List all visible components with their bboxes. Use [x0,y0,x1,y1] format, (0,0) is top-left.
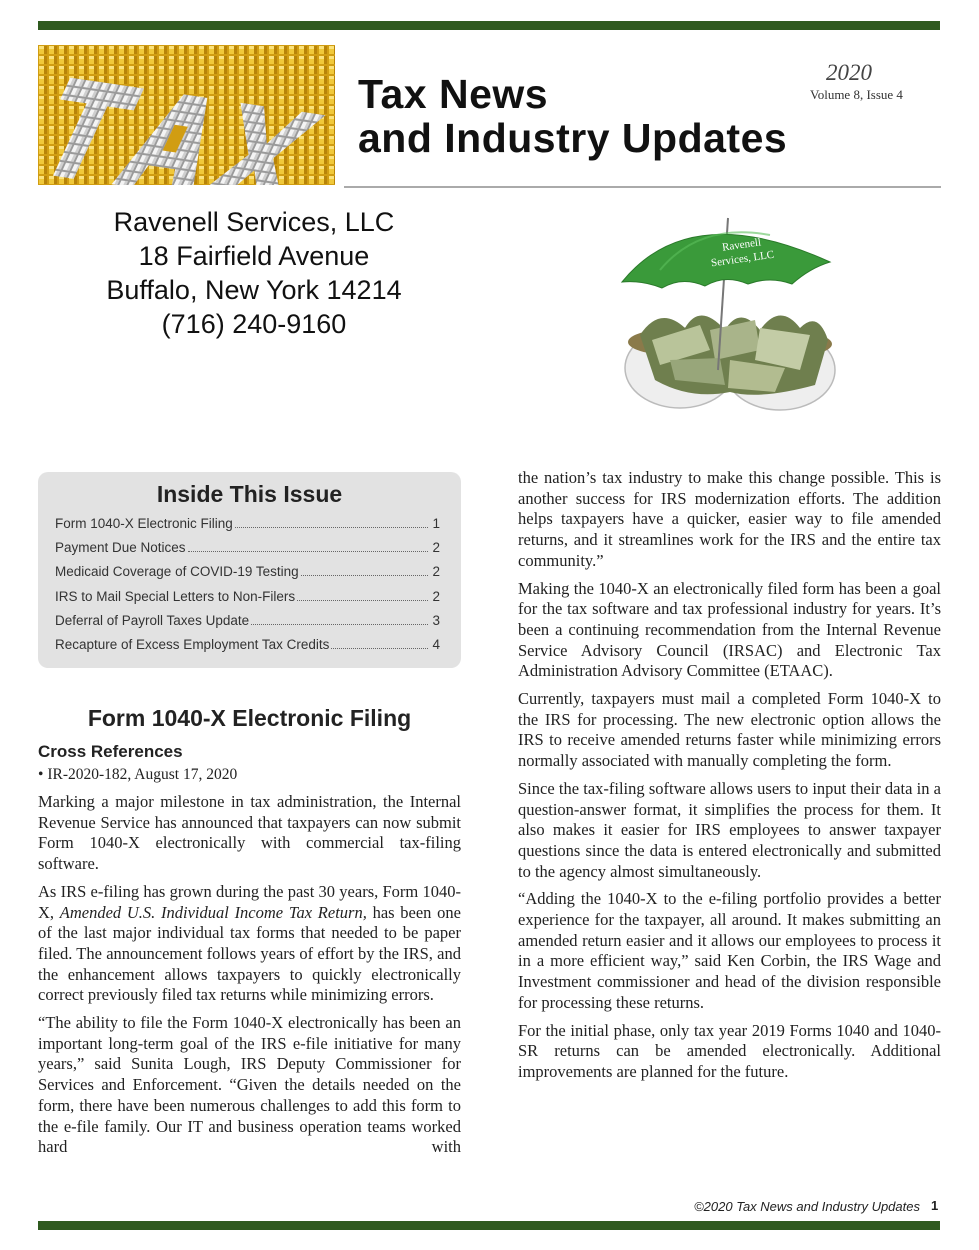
article-column-right [518,468,941,1090]
top-green-bar [38,21,940,30]
article-paragraph: “Adding the 1040-X to the e-filing portfolio provides a better experience for the taxpayer, all around. It makes submitting an amended return easier and it allows our employees to process it in a more efficient way,” said Ken Corbin, the IRS Wage and Investment commissioner and head of the division responsible for processing these returns. [518,889,941,1012]
cross-reference-text: IR-2020-182, August 17, 2020 [47,766,238,783]
toc-item-page: 4 [432,636,440,652]
money-bundle-graphic [640,315,828,394]
article-paragraph: Since the tax-filing software allows users to input their data in a question-answer format, it simplifies the process for them. It also makes it easier for IRS employees to answer taxpayer questions since the data is entered electronically and submitted to the agency almost simultaneously. [518,778,941,881]
toc-item-page: 2 [432,564,440,580]
tax-logo-image [38,45,335,185]
volume-issue: Volume 8, Issue 4 [810,87,903,102]
title-line-2: and Industry Updates [358,115,788,161]
cross-reference-item [38,766,237,784]
article-paragraph: Marking a major milestone in tax administration, the Internal Revenue Service has announced that taxpayers can now submit Form 1040-X electronically with commercial tax-filing software. [38,792,461,874]
toc-item[interactable] [55,540,440,564]
tax-mosaic-graphic [38,45,335,185]
toc-item-label: Medicaid Coverage of COVID-19 Testing [55,564,299,580]
article-paragraph [38,882,461,1006]
city-state-zip: Buffalo, New York 14214 [106,275,402,305]
cross-references-heading: Cross References [38,742,183,761]
company-address-block [38,205,470,341]
toc-item[interactable] [55,589,440,613]
company-name: Ravenell Services, LLC [113,207,395,237]
title-line-1: Tax News [358,71,549,117]
umbrella-text-2: Services, LLC [710,248,775,270]
newsletter-title [358,72,787,160]
article-paragraph: For the initial phase, only tax year 2019 Forms 1040 and 1040-SR returns can be amended electronically. Additional improvements are planned for the future. [518,1020,941,1081]
article-column-left [38,792,461,1165]
toc-list [55,516,440,661]
header-divider [344,186,941,188]
umbrella-text-1: Ravenell [721,236,762,254]
toc-item-label: Recapture of Excess Employment Tax Credits [55,636,330,652]
article-paragraph: “The ability to file the Form 1040-X electronically has been an important long-term goal of the IRS e-file initiative for many years,” said Sunita Lough, IRS Deputy Commissioner for Services and Enforcement. “Given the details needed on the form, there have been numerous challenges to add this form to the e-file family. Our IT and business operation teams worked hard with [38,1013,461,1157]
toc-item-page: 2 [432,588,440,604]
toc-item-label: Form 1040-X Electronic Filing [55,516,233,531]
phone-number: (716) 240-9160 [161,309,347,339]
toc-item-page: 1 [432,516,440,531]
toc-item-label: Deferral of Payroll Taxes Update [55,612,250,628]
toc-item-label: Payment Due Notices [55,540,186,556]
bottom-green-bar [38,1221,940,1230]
paragraph-text: has been one of the last major individual tax forms that needed to be paper filed. The announcement follows years of effort by the IRS, and the enhancement allows taxpayers to quickly electronically correct previously filed tax returns while minimizing errors. [38,902,461,1005]
article-title: Form 1040-X Electronic Filing [87,705,412,731]
form-title-italic: Amended U.S. Individual Income Tax Return, [59,902,367,922]
footer-page-number: 1 [931,1198,939,1213]
paragraph-text: As IRS e-filing has grown during the past 30 years, Form 1040-X, [38,881,461,922]
toc-item-label: IRS to Mail Special Letters to Non-Filers [55,588,296,604]
issue-year: 2020 [826,60,872,85]
article-paragraph: Making the 1040-X an electronically filed form has been a goal for the tax software and tax professional industry for years. It’s been a continuing recommendation from the Internal Revenue Service Advisory Council (IRSAC) and Electronic Tax Administration Advisory Committee (ETAAC). [518,578,941,681]
toc-item-page: 3 [432,612,440,628]
street-address: 18 Fairfield Avenue [138,241,370,271]
toc-title: Inside This Issue [156,481,343,507]
toc-item[interactable] [55,613,440,637]
article-paragraph: Currently, taxpayers must mail a completed Form 1040-X to the IRS for processing. The new electronic option allows the IRS to receive amended returns faster while minimizing errors normally associated with manually completing the form. [518,689,941,771]
toc-item[interactable] [55,564,440,588]
footer-copyright: ©2020 Tax News and Industry Updates [694,1199,920,1214]
article-paragraph: the nation’s tax industry to make this change possible. This is another success for IRS modernization efforts. The addition helps taxpayers have a quicker, easier way to file amended returns, and it streamlines work for the IRS and the entire tax community.” [518,468,941,570]
toc-item[interactable] [55,516,440,540]
toc-item[interactable] [55,637,440,661]
toc-item-page: 2 [432,540,440,556]
bullet-icon: • [38,766,48,783]
umbrella-money-illustration [560,210,890,415]
